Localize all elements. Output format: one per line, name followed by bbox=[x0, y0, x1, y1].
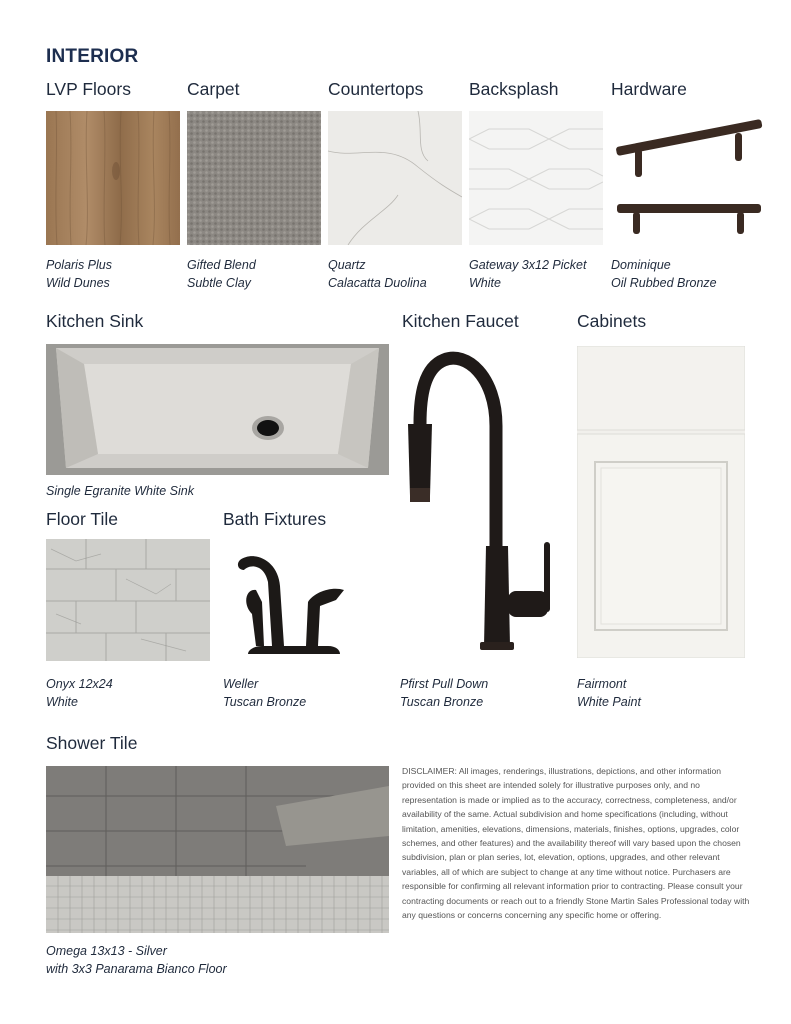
bath-fixtures-heading: Bath Fixtures bbox=[223, 509, 327, 529]
kitchen-faucet-image bbox=[396, 346, 568, 666]
bath-faucet-image bbox=[232, 546, 362, 658]
bath-fixtures-caption: Weller Tuscan Bronze bbox=[223, 677, 307, 709]
backsplash-caption: Gateway 3x12 Picket White bbox=[469, 258, 587, 290]
disclaimer-text: DISCLAIMER: All images, renderings, illustrations, depictions, and other information provided on this sheet are intended solely for illustrative purposes only, and no representation is made or implied as to the accuracy, correctness, completeness, and/or availability of the same. Actual subdivision and home specifications (including, without limitation, amenities, elevations, dimensions, materials, finishes, options, upgrades, color schemes, and other features) and the availability thereof will vary based upon the chosen subdivision, plan or plan series, lot, elevation, options, upgrades, and other relevant variables, all of which are subject to change at any time without notice. Purchasers are responsible for confirming all relevant information prior to contracting. Please consult your contracting documents or reach out to a friendly Stone Martin Sales Professional today with any questions or concerns concerning any specific home or offering. bbox=[402, 766, 750, 921]
countertop-swatch bbox=[328, 111, 462, 245]
countertops-heading: Countertops bbox=[328, 79, 424, 99]
floor-tile-swatch bbox=[46, 539, 210, 661]
floor-tile-heading: Floor Tile bbox=[46, 509, 118, 529]
kitchen-sink-heading: Kitchen Sink bbox=[46, 311, 144, 331]
hardware-pulls-image bbox=[611, 111, 767, 245]
kitchen-faucet-heading: Kitchen Faucet bbox=[402, 311, 519, 331]
carpet-caption: Gifted Blend Subtle Clay bbox=[187, 258, 256, 290]
hardware-heading: Hardware bbox=[611, 79, 687, 99]
cabinets-caption: Fairmont White Paint bbox=[577, 677, 641, 709]
hardware-caption: Dominique Oil Rubbed Bronze bbox=[611, 258, 717, 290]
backsplash-swatch bbox=[469, 111, 603, 245]
carpet-swatch bbox=[187, 111, 321, 245]
kitchen-sink-caption: Single Egranite White Sink bbox=[46, 484, 194, 498]
kitchen-sink-image bbox=[46, 344, 389, 475]
kitchen-faucet-caption: Pfirst Pull Down Tuscan Bronze bbox=[400, 677, 489, 709]
carpet-heading: Carpet bbox=[187, 79, 240, 99]
shower-tile-heading: Shower Tile bbox=[46, 733, 138, 753]
page-title: INTERIOR bbox=[46, 46, 139, 67]
backsplash-heading: Backsplash bbox=[469, 79, 559, 99]
shower-tile-caption: Omega 13x13 - Silver with 3x3 Panarama Bianco Floor bbox=[46, 944, 227, 976]
cabinet-door-image bbox=[577, 346, 745, 658]
shower-tile-image bbox=[46, 766, 389, 933]
lvp-floors-heading: LVP Floors bbox=[46, 79, 131, 99]
lvp-floor-caption: Polaris Plus Wild Dunes bbox=[46, 258, 112, 290]
countertop-caption: Quartz Calacatta Duolina bbox=[328, 258, 427, 290]
floor-tile-caption: Onyx 12x24 White bbox=[46, 677, 113, 709]
cabinets-heading: Cabinets bbox=[577, 311, 647, 331]
lvp-floor-swatch bbox=[46, 111, 180, 245]
